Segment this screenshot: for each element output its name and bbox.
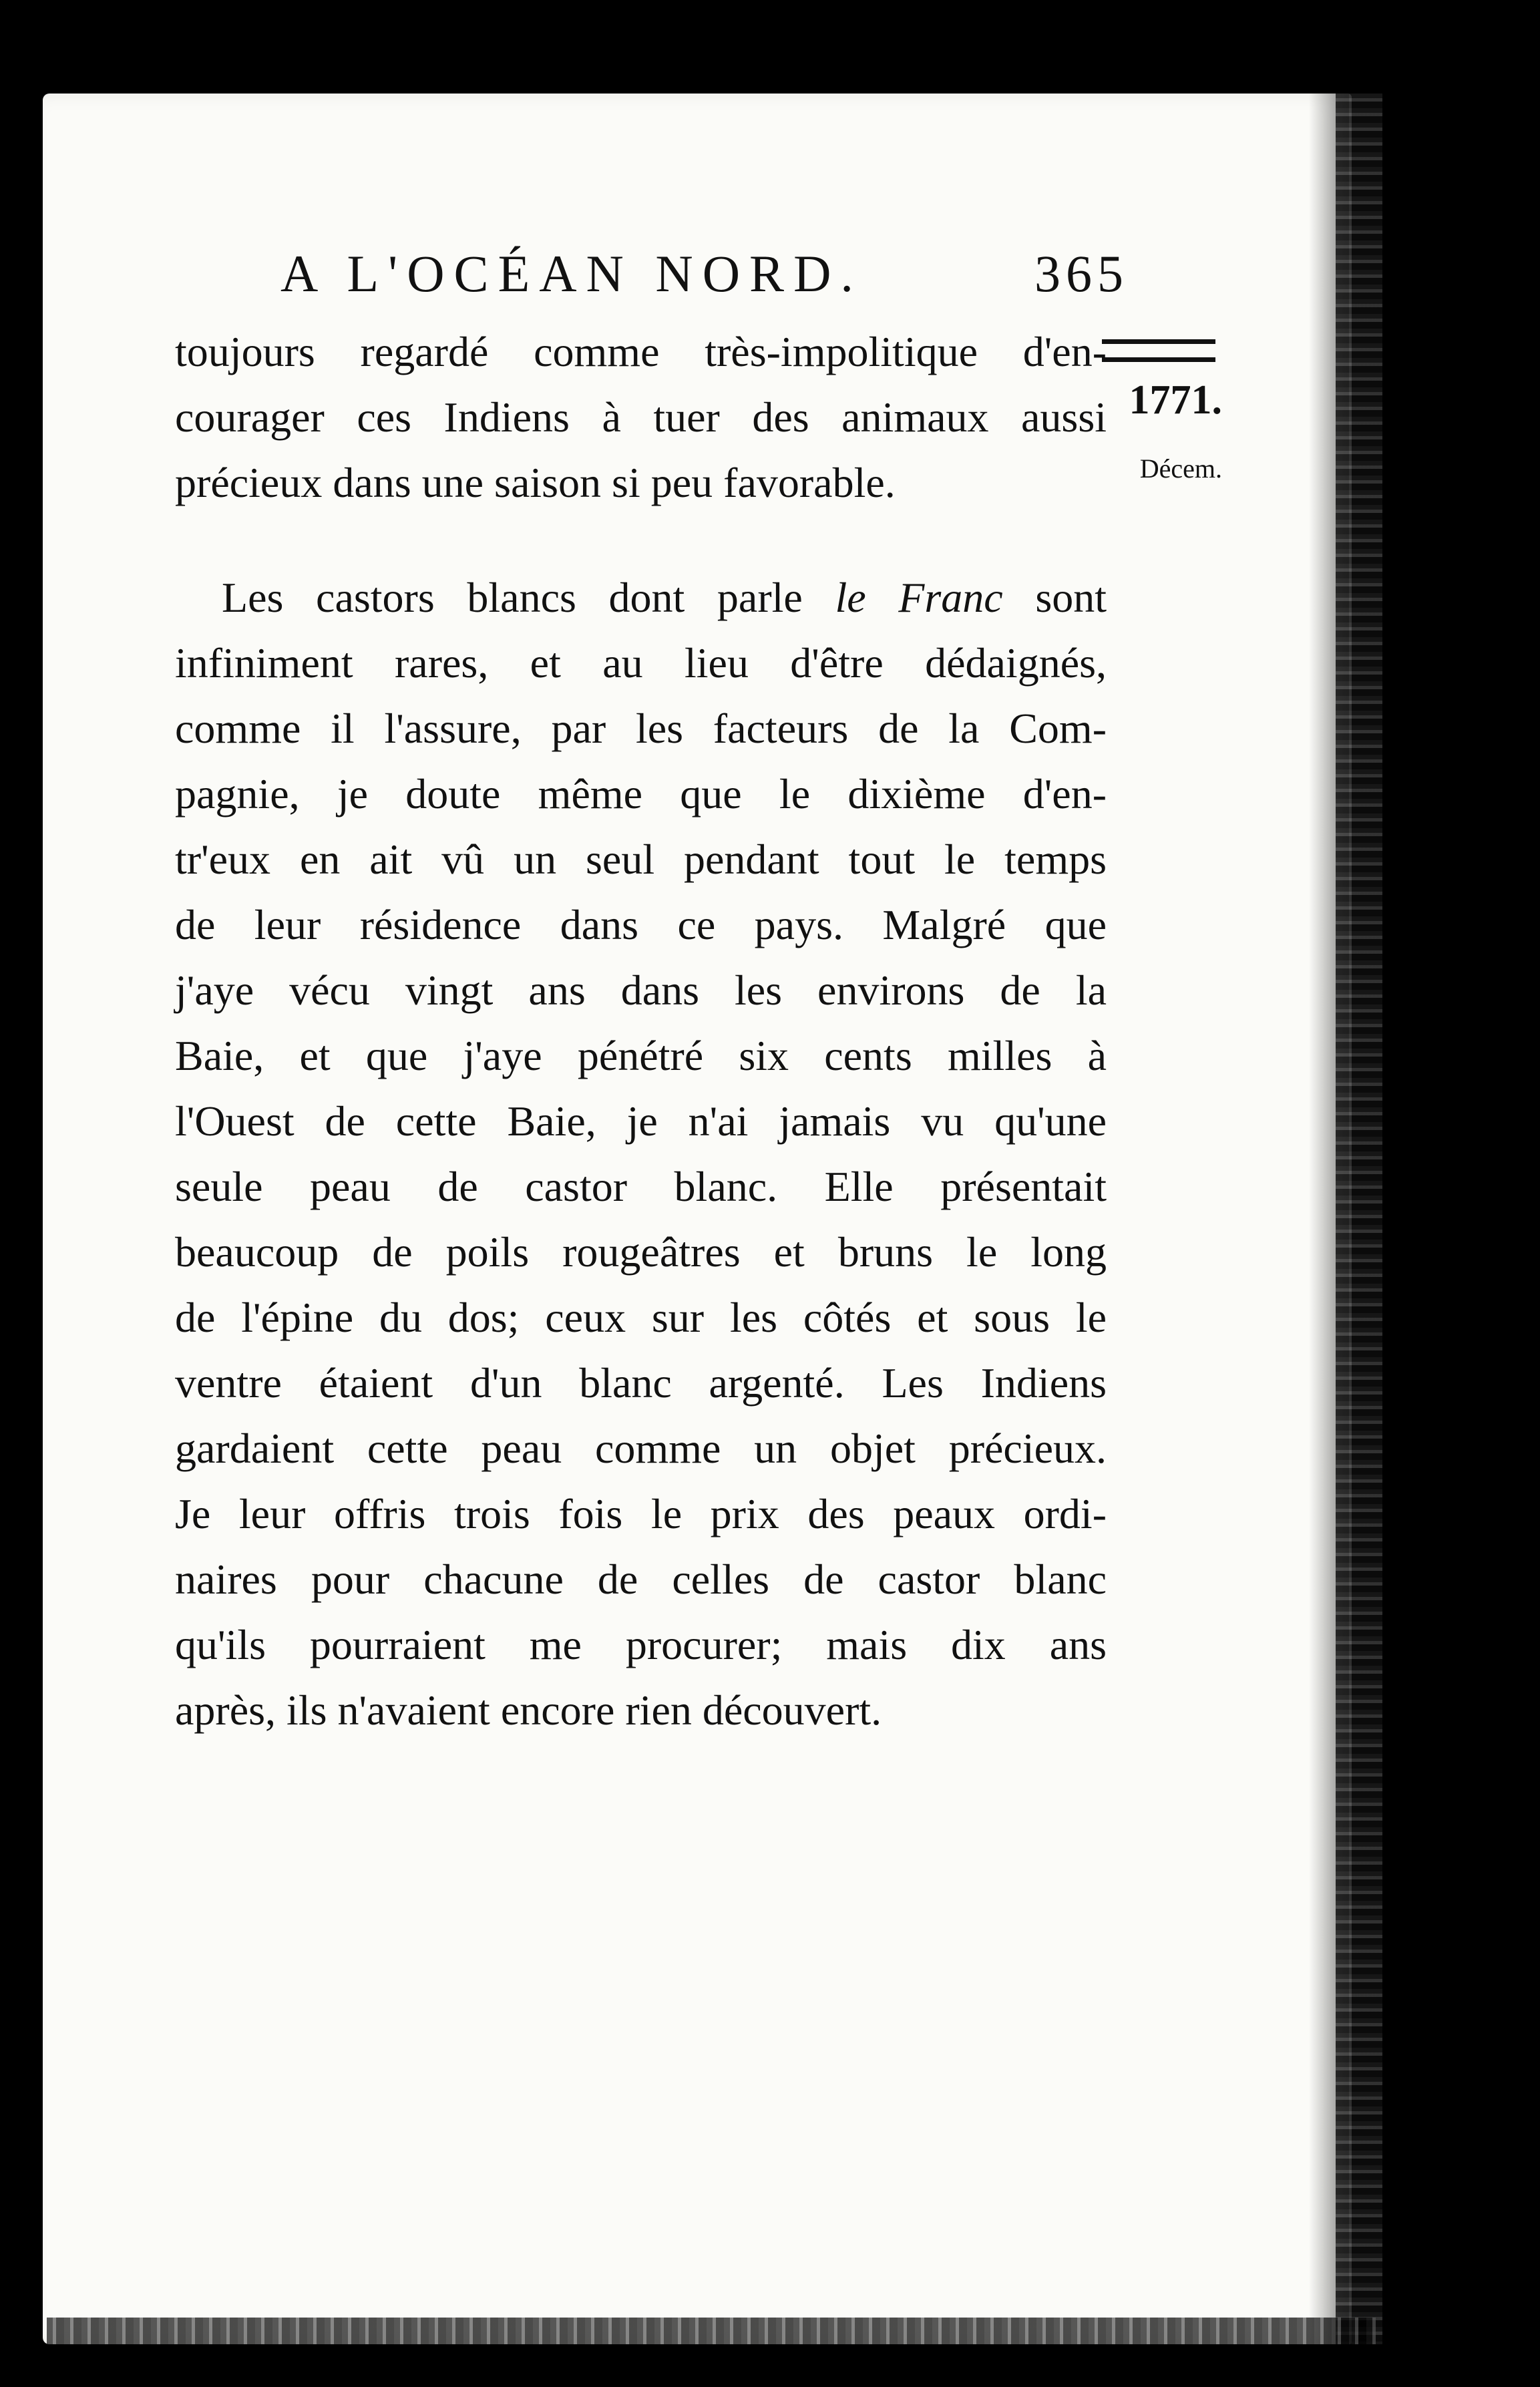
text-line: l'Ouest de cette Baie, je n'ai jamais vu qu'une <box>175 1097 1107 1145</box>
text-line: infiniment rares, et au lieu d'être dédaignés, <box>175 639 1107 687</box>
page-number: 365 <box>1034 244 1129 303</box>
text-line: tr'eux en ait vû un seul pendant tout le temps <box>175 836 1107 883</box>
text-line: gardaient cette peau comme un objet précieux. <box>175 1425 1107 1472</box>
page-right-edge <box>1336 94 1382 2344</box>
text-line: beaucoup de poils rougeâtres et bruns le long <box>175 1228 1107 1276</box>
body-text <box>175 319 1107 1743</box>
text-line: Baie, et que j'aye pénétré six cents milles à <box>175 1032 1107 1079</box>
text-line: qu'ils pourraient me procurer; mais dix ans <box>175 1621 1107 1668</box>
text-line: naires pour chacune de celles de castor blanc <box>175 1555 1107 1603</box>
text-line: après, ils n'avaient encore rien découvert. <box>175 1686 882 1734</box>
text-line: précieux dans une saison si peu favorable. <box>175 459 896 506</box>
page-bottom-edge <box>47 2318 1376 2344</box>
running-head-title: A L'OCÉAN NORD. <box>280 244 863 303</box>
text-line: de leur résidence dans ce pays. Malgré que <box>175 901 1107 948</box>
margin-month: Décem. <box>1139 453 1222 484</box>
text-line: toujours regardé comme très-impolitique d'en- <box>175 328 1107 375</box>
text-line: courager ces Indiens à tuer des animaux aussi <box>175 393 1107 441</box>
text-line: pagnie, je doute même que le dixième d'en- <box>175 770 1107 817</box>
text-line: j'aye vécu vingt ans dans les environs de la <box>175 966 1107 1014</box>
running-head <box>280 244 1129 304</box>
text-line: de l'épine du dos; ceux sur les côtés et sous le <box>175 1294 1107 1341</box>
text-line: ventre étaient d'un blanc argenté. Les Indiens <box>175 1359 1107 1407</box>
binding-shadow <box>0 94 27 2344</box>
margin-year: 1771. <box>1129 377 1222 423</box>
margin-ornament <box>1102 339 1215 362</box>
text-fragment: sont <box>1002 574 1107 621</box>
text-line: Je leur offris trois fois le prix des peaux ordi- <box>175 1490 1107 1537</box>
text-line <box>175 565 1107 630</box>
text-line: seule peau de castor blanc. Elle présentait <box>175 1163 1107 1210</box>
text-line: comme il l'assure, par les facteurs de la Com- <box>175 705 1107 752</box>
italic-name: le Franc <box>835 574 1003 621</box>
paragraph-gap <box>175 516 1107 565</box>
text-fragment: Les castors blancs dont parle <box>222 574 835 621</box>
